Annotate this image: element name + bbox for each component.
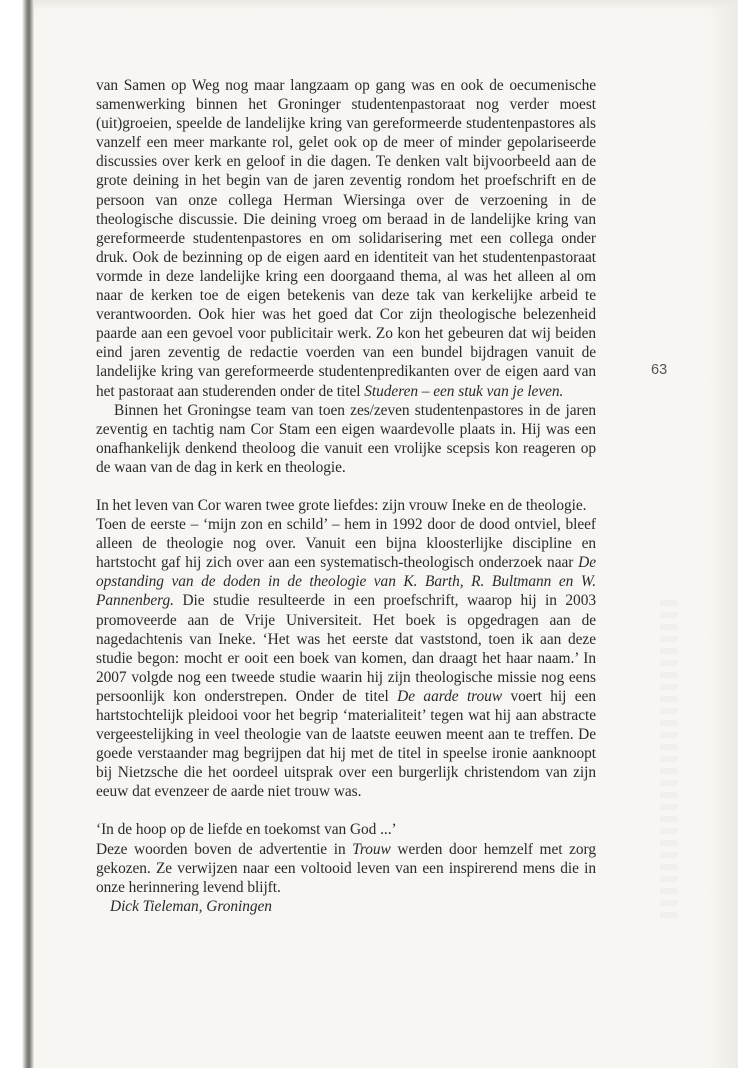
quote-text: ‘In de hoop op de liefde en toekomst van God ...’ — [96, 821, 397, 839]
book-title-studeren: Studeren – een stuk van je leven. — [364, 382, 564, 400]
paragraph-gap — [96, 477, 596, 496]
paragraph-text: Deze woorden boven de advertentie in — [96, 840, 353, 858]
paragraph-text: Binnen het Groningse team van toen zes/zeven studentenpastores in de jaren zeventig en tachtig nam Cor Stam een eigen waardevolle plaats in. Hij was een onafhankelijk denkend theoloog die vanuit een vrolijke scepsis kon reageren op de waan van de dag in kerk en theologie. — [96, 401, 596, 476]
paragraph-gap — [96, 801, 596, 820]
paragraph-text: voert hij een hartstochtelijk pleidooi voor het begrip ‘materialiteit’ tegen wat hij aan abstracte vergeestelijking in veel theologie van de laatste eeuwen meent aan te treffen. De goede verstaander mag begrijpen dat hij met de titel in speelse ironie aanknoopt bij Nietzsche die het oordeel uitsprak over een burgerlijk christendom van zijn eeuw dat evenzeer de aarde niet trouw was. — [96, 687, 596, 801]
paragraph-text: In het leven van Cor waren twee grote liefdes: zijn vrouw Ineke en de theologie. — [96, 496, 587, 514]
paragraph-studentenpastoraat — [96, 76, 596, 401]
paragraph-quote — [96, 820, 596, 839]
paragraph-groningse-team — [96, 401, 596, 477]
article-body — [96, 76, 596, 916]
page-number: 63 — [651, 362, 668, 378]
show-through-text — [660, 600, 678, 920]
paragraph-advertentie — [96, 840, 596, 897]
paragraph-text: Toen de eerste – ‘mijn zon en schild’ – hem in 1992 door de dood ontviel, bleef alleen de theologie nog over. Vanuit een bijna kloosterlijke discipline en hartstocht gaf hij zich over aan een systematisch-theologisch onderzoek naar — [96, 516, 596, 572]
book-title-opstanding: De opstanding van de doden in de theologie van K. Barth, R. Bultmann en W. Pannenberg. — [96, 554, 596, 610]
paragraph-text: Die studie resulteerde in een proefschrift, waarop hij in 2003 promoveerde aan de Vrije Universiteit. Het boek is opgedragen aan de nagedachtenis van Ineke. ‘Het was het eerste dat vaststond, toen ik aan deze studie begon: mocht er ooit een boek van komen, dan draagt het haar naam.’ In 2007 volgde nog een tweede studie waarin hij zijn theologische missie nog eens persoonlijk kon onderstrepen. Onder de titel — [96, 592, 596, 705]
paragraph-twee-liefdes — [96, 496, 596, 515]
paragraph-text: van Samen op Weg nog maar langzaam op gang was en ook de oecumenische samenwerking binnen het Groninger studentenpastoraat nog verder moest (uit)groeien, speelde de landelijke kring van gereformeerde studentenpastores als vanzelf een meer markante rol, gelet ook op de meer of minder gepolariseerde discussies over kerk en geloof in die dagen. Te denken valt bijvoorbeeld aan de grote deining in het begin van de jaren zeventig rondom het proefschrift en de persoon van onze collega Herman Wiersinga over de verzoening in de theologische discussie. Die deining vroeg om beraad in de landelijke kring van gereformeerde studentenpastores en om solidarisering met een collega onder druk. Ook de bezinning op de eigen aard en identiteit van het studentenpastoraat vormde in deze landelijke kring een doorgaand thema, al was het alleen al om naar de kerken toe de eigen betekenis van deze tak van kerkelijke arbeid te verantwoorden. Ook hier was het goed dat Cor zijn theologische belezenheid paarde aan een gevoel voor publicitair werk. Zo kon het gebeuren dat wij beiden eind jaren zeventig de redactie voerden van een bundel bijdragen vanuit de landelijke kring van gereformeerde studentenpredikanten over de eigen aard van het pastoraat aan studerenden onder de titel — [96, 77, 596, 400]
paragraph-proefschrift — [96, 515, 596, 801]
book-title-aarde-trouw: De aarde trouw — [397, 687, 503, 705]
paragraph-text: werden door hemzelf met zorg gekozen. Ze verwijzen naar een voltooid leven van een inspirerend mens die in onze herinnering levend blijft. — [96, 840, 596, 896]
page-right-edge — [708, 0, 738, 1068]
author-signature: Dick Tieleman, Groningen — [110, 897, 272, 915]
page-binding-edge — [0, 0, 34, 1068]
page-top-edge — [34, 0, 738, 10]
newspaper-title-trouw: Trouw — [352, 840, 391, 858]
